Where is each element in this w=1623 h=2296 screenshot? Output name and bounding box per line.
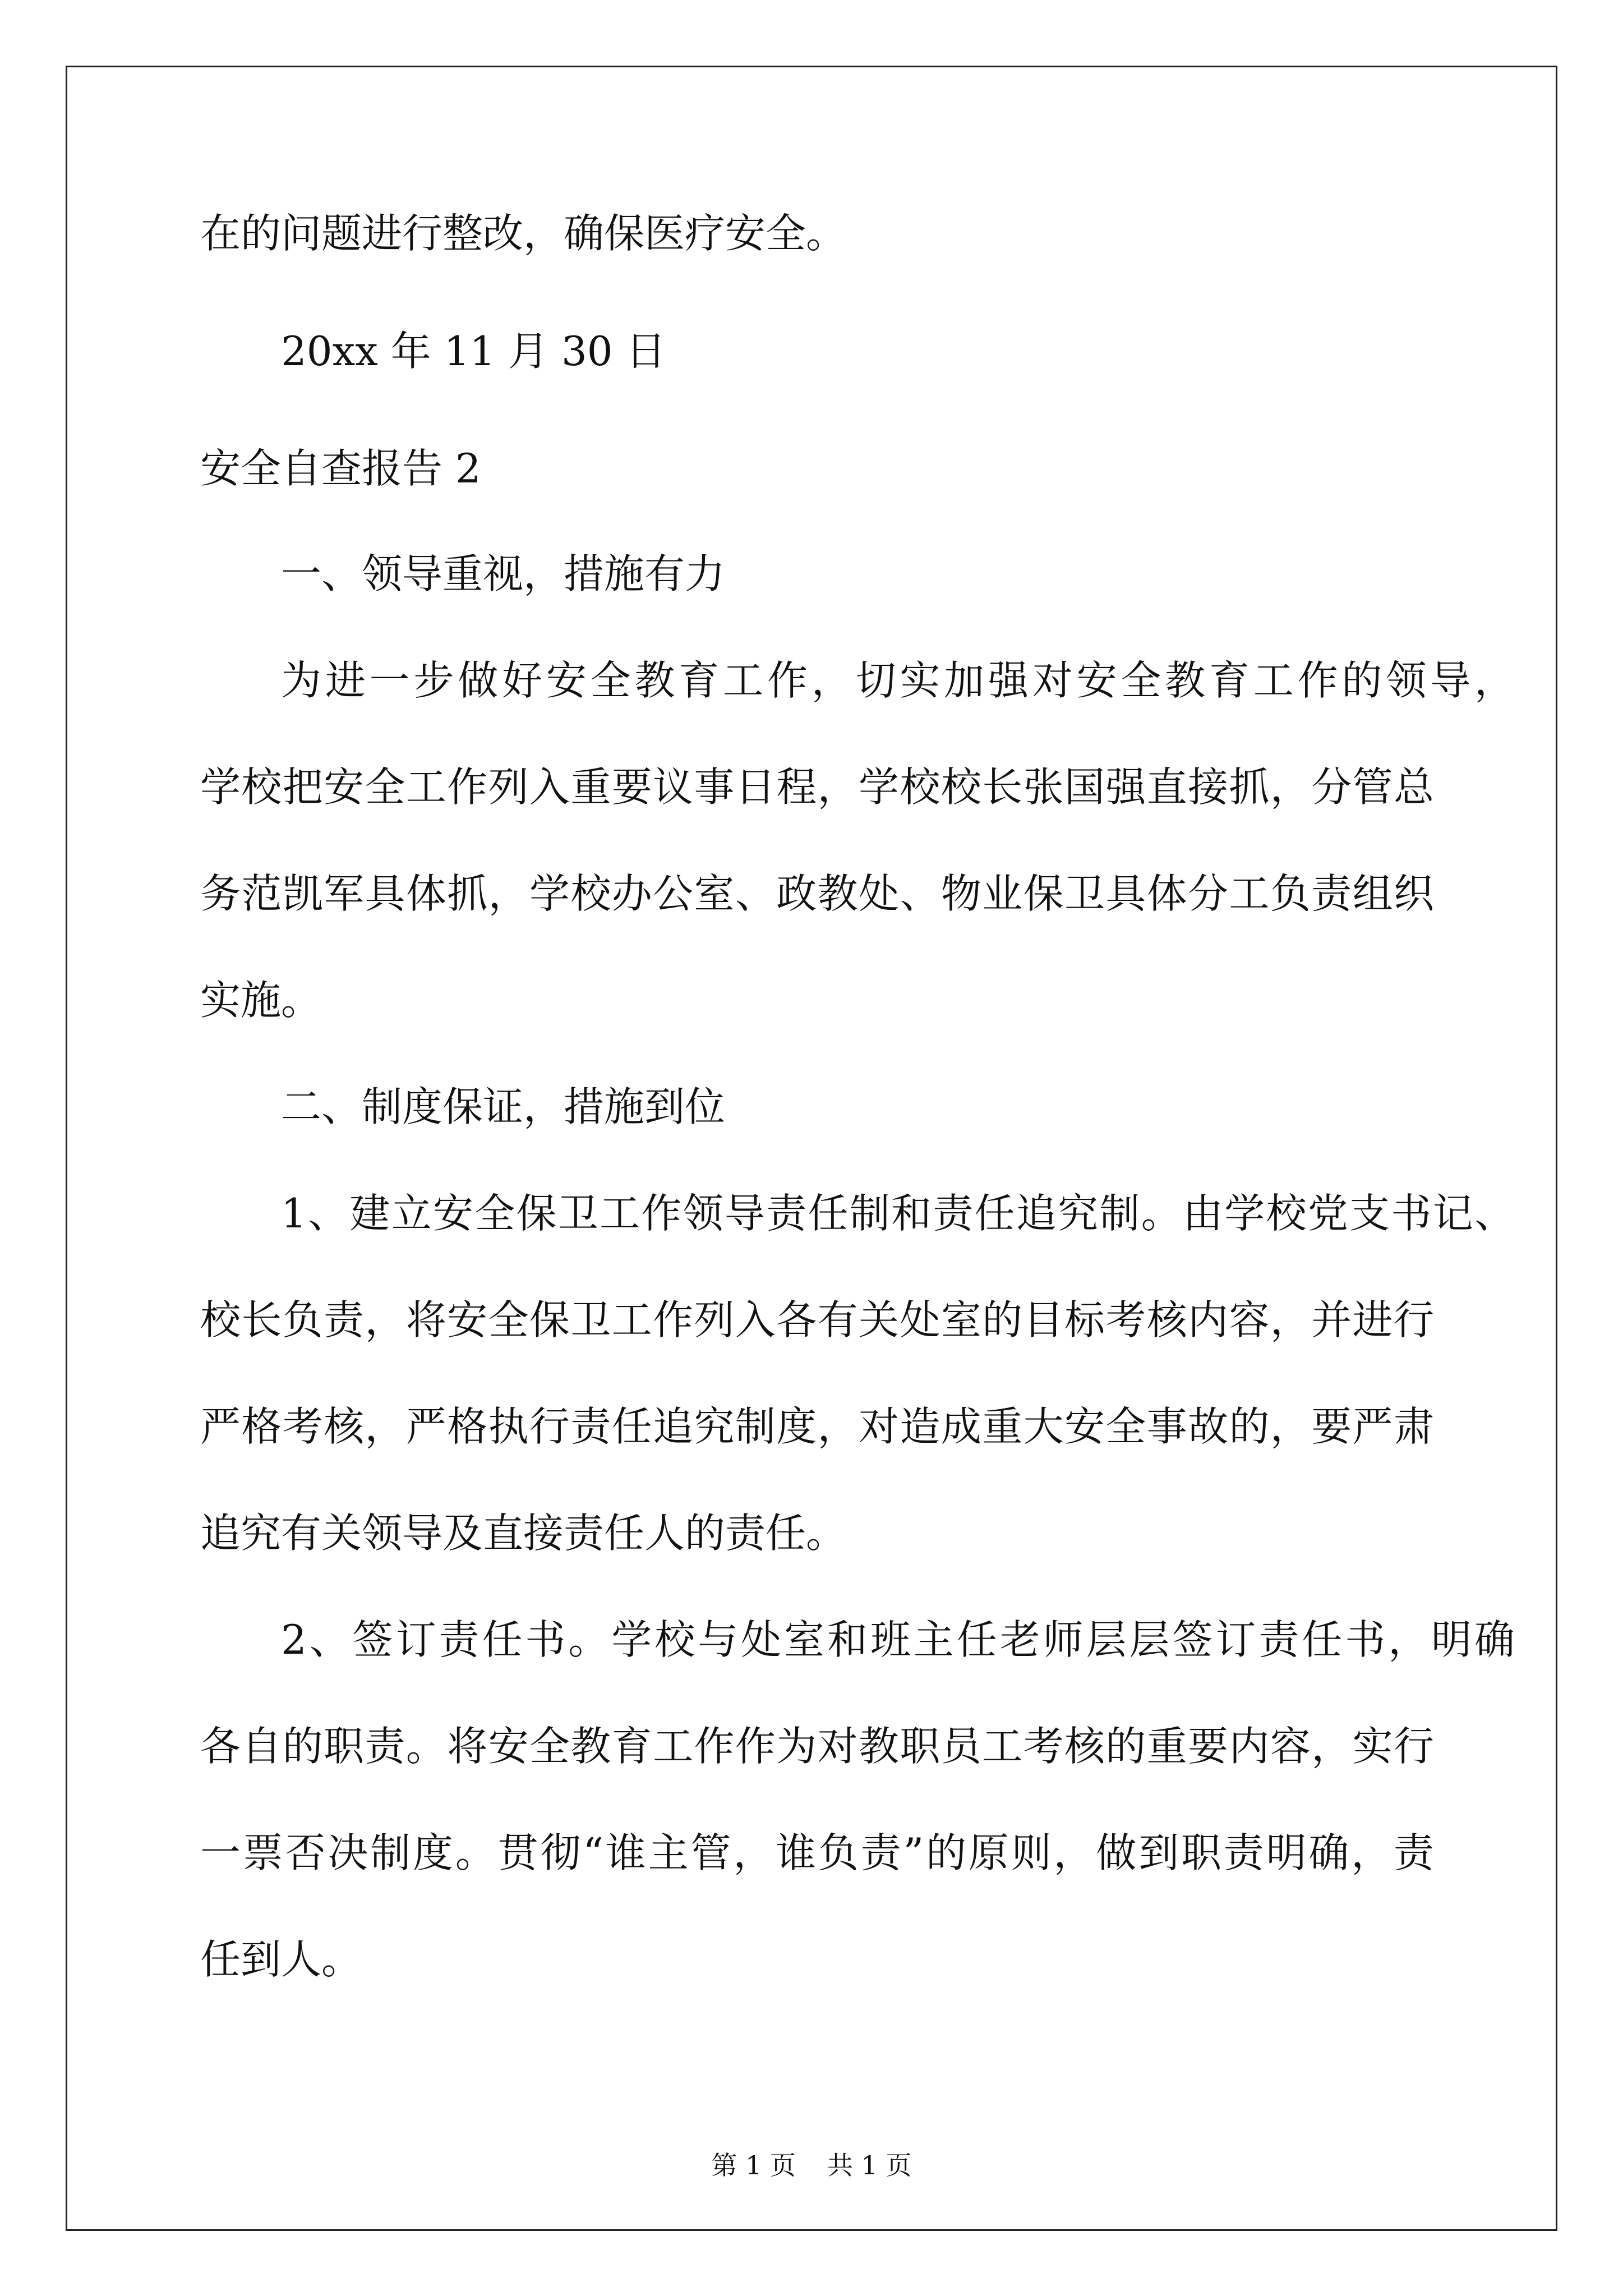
- text-line: 1、建立安全保卫工作领导责任制和责任追究制。由学校党支书记、: [281, 1190, 1515, 1237]
- heading-one: 一、领导重视，措施有力: [281, 550, 726, 597]
- heading-two: 二、制度保证，措施到位: [281, 1083, 726, 1130]
- text-line: 严格考核，严格执行责任追究制度，对造成重大安全事故的，要严肃: [200, 1403, 1434, 1450]
- text-line: 2、签订责任书。学校与处室和班主任老师层层签订责任书，明确: [281, 1616, 1515, 1663]
- page-footer: [0, 2148, 1623, 2182]
- text-line: 任到人。: [200, 1936, 362, 1983]
- text-line: 学校把安全工作列入重要议事日程，学校校长张国强直接抓，分管总: [200, 763, 1434, 811]
- section-title: 安全自查报告 2: [200, 445, 481, 492]
- text-line: 各自的职责。将安全教育工作作为对教职员工考核的重要内容，实行: [200, 1723, 1434, 1770]
- text-line: 追究有关领导及直接责任人的责任。: [200, 1510, 847, 1557]
- date-line: 20xx 年 11 月 30 日: [281, 328, 666, 375]
- text-line: 实施。: [200, 977, 322, 1024]
- page-number: 第 1 页: [711, 2150, 796, 2180]
- text-line: 在的问题进行整改，确保医疗安全。: [200, 210, 847, 257]
- text-line: 一票否决制度。贯彻“谁主管，谁负责”的原则，做到职责明确，责: [200, 1829, 1434, 1876]
- page-border: [66, 66, 1557, 2231]
- page-total: 共 1 页: [827, 2150, 912, 2180]
- text-line: 为进一步做好安全教育工作，切实加强对安全教育工作的领导，: [281, 657, 1515, 704]
- text-line: 校长负责，将安全保卫工作列入各有关处室的目标考核内容，并进行: [200, 1296, 1434, 1343]
- text-line: 务范凯军具体抓，学校办公室、政教处、物业保卫具体分工负责组织: [200, 870, 1434, 917]
